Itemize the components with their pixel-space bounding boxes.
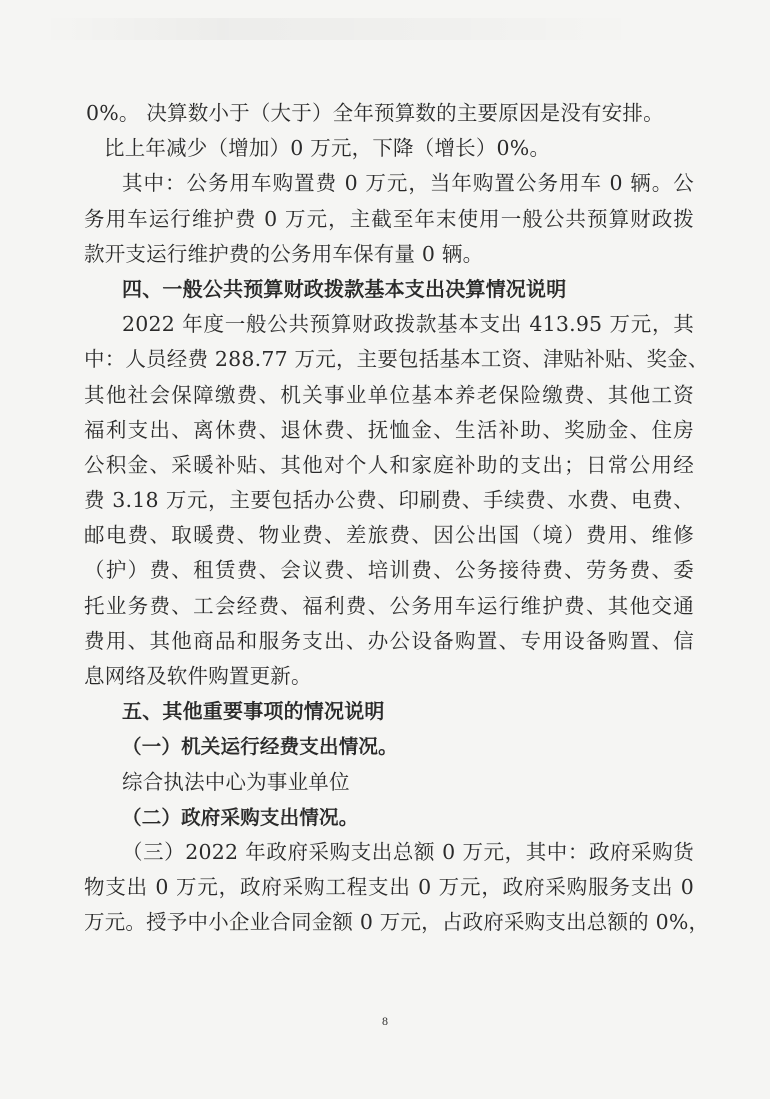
body-line: 费 3.18 万元，主要包括办公费、印刷费、手续费、水费、电费、	[84, 488, 694, 513]
section-heading-4: 四、一般公共预算财政拨款基本支出决算情况说明	[122, 276, 567, 301]
subsection-heading-2: （二）政府采购支出情况。	[122, 805, 359, 829]
body-line: 其中：公务用车购置费 0 万元，当年购置公务用车 0 辆。公	[122, 171, 694, 196]
body-line: 务用车运行维护费 0 万元，主截至年末使用一般公共预算财政拨	[84, 206, 694, 231]
body-line: 物支出 0 万元，政府采购工程支出 0 万元，政府采购服务支出 0	[84, 875, 694, 900]
body-line: 中：人员经费 288.77 万元，主要包括基本工资、津贴补贴、奖金、	[84, 347, 709, 372]
section-heading-5: 五、其他重要事项的情况说明	[122, 699, 385, 724]
subsection-heading-1: （一）机关运行经费支出情况。	[122, 735, 398, 759]
document-body	[84, 96, 710, 941]
body-line: 息网络及软件购置更新。	[84, 664, 312, 688]
body-line: 2022 年度一般公共预算财政拨款基本支出 413.95 万元，其	[122, 312, 694, 337]
body-line: （护）费、租赁费、会议费、培训费、公务接待费、劳务费、委	[84, 558, 694, 583]
scan-artifact	[40, 18, 640, 40]
body-line: 款开支运行维护费的公务用车保有量 0 辆。	[84, 241, 484, 266]
body-line: 综合执法中心为事业单位	[122, 769, 350, 794]
page-number: 8	[382, 1014, 388, 1028]
body-line: 万元。授予中小企业合同金额 0 万元，占政府采购支出总额的 0%，	[84, 910, 710, 935]
body-line: 公积金、采暖补贴、其他对个人和家庭补助的支出；日常公用经	[84, 452, 694, 477]
body-line: 比上年减少（增加）0 万元，下降（增长）0%。	[104, 136, 551, 161]
body-line: 福利支出、离休费、退休费、抚恤金、生活补助、奖励金、住房	[84, 417, 694, 442]
body-line: 费用、其他商品和服务支出、办公设备购置、专用设备购置、信	[84, 628, 694, 653]
body-line: 其他社会保障缴费、机关事业单位基本养老保险缴费、其他工资	[84, 382, 694, 407]
body-line: 托业务费、工会经费、福利费、公务用车运行维护费、其他交通	[84, 593, 694, 618]
body-line: 邮电费、取暖费、物业费、差旅费、因公出国（境）费用、维修	[84, 523, 694, 548]
body-line: 0%。 决算数小于（大于）全年预算数的主要原因是没有安排。	[86, 101, 664, 125]
body-line: （三）2022 年政府采购支出总额 0 万元，其中：政府采购货	[122, 839, 694, 864]
